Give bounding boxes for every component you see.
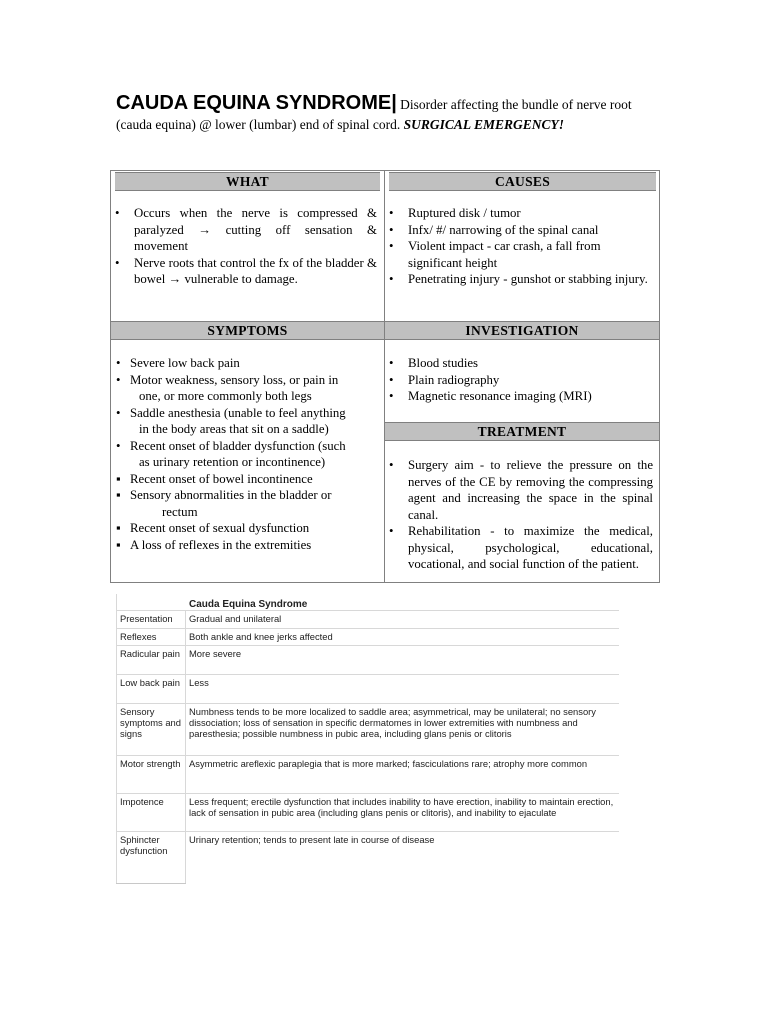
- list-item: • Penetrating injury - gunshot or stabbing injury.: [389, 272, 648, 286]
- what-list: [111, 205, 377, 288]
- list-item: • Infx/ #/ narrowing of the spinal canal: [389, 222, 599, 237]
- list-item: • Magnetic resonance imaging (MRI): [389, 389, 592, 403]
- comparison-heading: Cauda Equina Syndrome: [189, 599, 308, 610]
- list-item: • Ruptured disk / tumor: [389, 206, 521, 220]
- treatment-heading: TREATMENT: [385, 422, 659, 441]
- list-item: • Rehabilitation - to maximize the medical, physical, psychological, educational, vocational, and social function of the patient.: [389, 524, 653, 571]
- symptoms-list: [116, 355, 380, 553]
- table-row: Reflexes Both ankle and knee jerks affected: [116, 628, 619, 646]
- table-row: Presentation Gradual and unilateral: [116, 610, 619, 629]
- list-item: • Saddle anesthesia (unable to feel anything in the body areas that sit on a saddle): [116, 405, 346, 436]
- symptoms-heading: SYMPTOMS: [111, 321, 384, 340]
- table-row: Low back pain Less: [116, 674, 619, 704]
- table-row: Radicular pain More severe: [116, 645, 619, 675]
- list-item: • Blood studies: [389, 356, 479, 370]
- list-item: • Plain radiography: [389, 372, 500, 387]
- page-header: [116, 92, 656, 134]
- surgical-emergency-note: SURGICAL EMERGENCY!: [403, 117, 564, 132]
- list-item: ▪ Recent onset of sexual dysfunction: [116, 521, 310, 535]
- list-item: ▪ A loss of reflexes in the extremities: [116, 537, 312, 552]
- investigation-heading: INVESTIGATION: [385, 321, 659, 340]
- table-row: Impotence Less frequent; erectile dysfunction that includes inability to have erection, inability to maintain erection, lack of sensation in pubic area (including glans penis or clitoris), and inability to ejaculate: [116, 793, 619, 832]
- list-item: • Nerve roots that control the fx of the bladder & bowel → vulnerable to damage.: [115, 255, 377, 286]
- list-item: • Recent onset of bladder dysfunction (such as urinary retention or incontinence): [116, 438, 346, 469]
- list-item: • Motor weakness, sensory loss, or pain in one, or more commonly both legs: [116, 372, 339, 403]
- table-row: Motor strength Asymmetric areflexic paraplegia that is more marked; fasciculations rare; atrophy more common: [116, 755, 619, 794]
- cauda-equina-comparison-table: [116, 594, 619, 884]
- info-table: [110, 170, 660, 583]
- table-row: Sensory symptoms and signs Numbness tends to be more localized to saddle area; asymmetrical, may be unilateral; no sensory dissociation; loss of sensation in specific dermatomes in lower extremities with numbness and paresthesia; possible numbness in pubic area, including glans penis or clitoris: [116, 703, 619, 756]
- list-item: • Violent impact - car crash, a fall from significant height: [389, 239, 601, 270]
- causes-list: [385, 205, 655, 288]
- treatment-list: [385, 457, 653, 573]
- list-item: • Severe low back pain: [116, 356, 240, 370]
- causes-heading: CAUSES: [389, 172, 656, 191]
- page-title: CAUDA EQUINA SYNDROME|: [116, 92, 397, 114]
- list-item: • Surgery aim - to relieve the pressure on the nerves of the CE by removing the compressing agent and increasing the space in the spinal canal.: [389, 458, 653, 522]
- list-item: ▪ Recent onset of bowel incontinence: [116, 471, 313, 486]
- list-item: ▪ Sensory abnormalities in the bladder or rectum: [116, 488, 332, 519]
- table-row: Sphincter dysfunction Urinary retention; tends to present late in course of disease: [116, 831, 619, 884]
- list-item: • Occurs when the nerve is compressed & paralyzed → cutting off sensation & movement: [115, 206, 377, 253]
- what-heading: WHAT: [115, 172, 380, 191]
- title-description: Disorder affecting the bundle of nerve root (cauda equina) @ lower (lumbar) end of spinal cord.: [116, 97, 632, 132]
- investigation-list: [385, 355, 655, 405]
